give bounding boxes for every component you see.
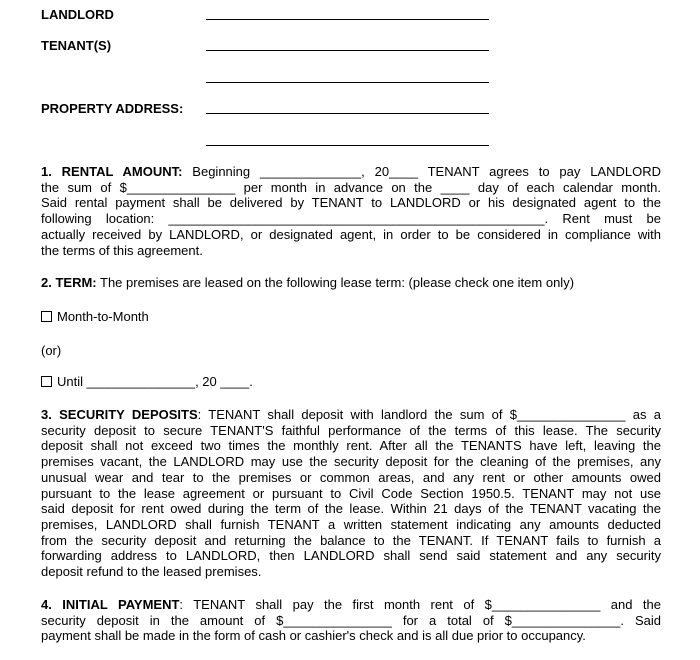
property-address-label: PROPERTY ADDRESS: xyxy=(41,101,184,116)
until-checkbox[interactable] xyxy=(41,376,52,387)
initial-payment-clause: 4. INITIAL PAYMENT: TENANT shall pay the first month rent of $_______________ and the security deposit in the amount of $_______________ for a total of $_______________. Said payment shall be made in the form of cash or cashier's check and is all due prior to occupancy. xyxy=(41,597,661,644)
security-deposits-heading: 3. SECURITY DEPOSITS xyxy=(41,407,198,422)
term-clause: 2. TERM: The premises are leased on the following lease term: (please check one item only) xyxy=(41,275,575,290)
month-to-month-checkbox[interactable] xyxy=(41,311,52,322)
term-heading: 2. TERM: xyxy=(41,275,97,290)
month-to-month-option[interactable]: Month-to-Month xyxy=(41,309,149,324)
until-option[interactable]: Until _______________, 20 ____. xyxy=(41,374,253,389)
security-deposits-clause: 3. SECURITY DEPOSITS: TENANT shall deposit with landlord the sum of $_______________ as a security deposit to secure TENANT'S faithful performance of the terms of this lease. The security deposit shall not exceed two times the monthly rent. After all the TENANTS have left, leaving the premises vacant, the LANDLORD may use the security deposit for the cleaning of the premises, any unusual wear and tear to the premises or common areas, and any rent or other amounts owed pursuant to the lease agreement or pursuant to Civil Code Section 1950.5. TENANT may not use said deposit for rent owed during the term of the lease. Within 21 days of the TENANT vacating the premises, LANDLORD shall furnish TENANT a written statement indicating any amounts deducted from the security deposit and returning the balance to the TENANT. If TENANT fails to furnish a forwarding address to LANDLORD, then LANDLORD shall send said statement and any security deposit refund to the leased premises. xyxy=(41,407,662,580)
landlord-label: LANDLORD xyxy=(41,7,114,22)
initial-payment-heading: 4. INITIAL PAYMENT xyxy=(41,597,180,612)
property-address-line-2 xyxy=(206,145,489,146)
rental-amount-clause: 1. RENTAL AMOUNT: Beginning ______________, 20____ TENANT agrees to pay LANDLORD the sum of $_______________ per month in advance on the ____ day of each calendar month. Said rental payment shall be delivered by TENANT to LANDLORD or his designated agent to the following location: ____________________________________________________. Rent must be actually received by LANDLORD, or designated agent, in order to be considered in compliance with the terms of this agreement. xyxy=(41,164,661,258)
tenants-label: TENANT(S) xyxy=(41,38,112,53)
tenants-line-2 xyxy=(206,82,489,83)
or-text: (or) xyxy=(41,343,62,358)
tenants-line xyxy=(206,50,489,51)
rental-amount-heading: 1. RENTAL AMOUNT: xyxy=(41,164,183,179)
property-address-line xyxy=(206,113,489,114)
landlord-line xyxy=(206,19,489,20)
